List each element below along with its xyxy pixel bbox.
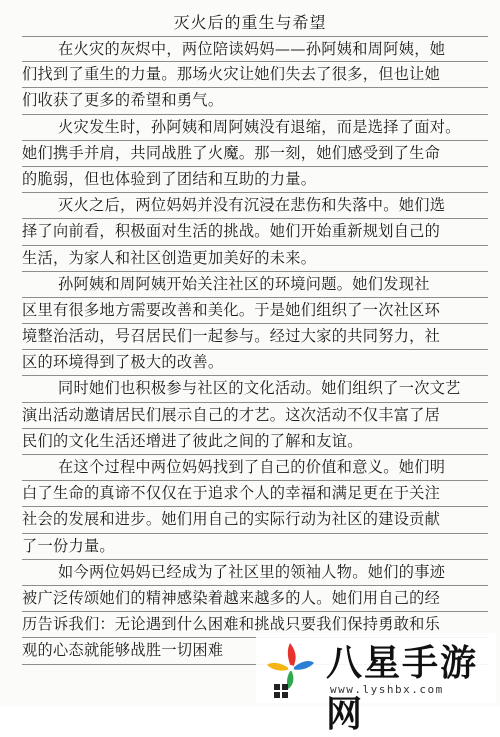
text-line: 如今两位妈妈已经成为了社区里的领袖人物。她们的事迹 [22, 560, 488, 586]
text-line: 生活，为家人和社区创造更加美好的未来。 [22, 246, 488, 272]
text-line: 了一份力量。 [22, 534, 488, 560]
text-line: 在火灾的灰烬中，两位陪读妈妈——孙阿姨和周阿姨，她 [22, 36, 488, 62]
text-line: 民们的文化生活还增进了彼此之间的了解和友谊。 [22, 429, 488, 455]
text-line: 孙阿姨和周阿姨开始关注社区的环境问题。她们发现社 [22, 272, 488, 298]
text-line: 区的环境得到了极大的改善。 [22, 350, 488, 376]
text-line: 灭火之后，两位妈妈并没有沉浸在悲伤和失落中。她们选 [22, 193, 488, 219]
text-line: 在这个过程中两位妈妈找到了自己的价值和意义。她们明 [22, 455, 488, 481]
text-line: 演出活动邀请居民们展示自己的才艺。这次活动不仅丰富了居 [22, 403, 488, 429]
text-line: 历告诉我们：无论遇到什么困难和挑战只要我们保持勇敢和乐 [22, 612, 488, 638]
text-line: 观的心态就能够战胜一切困难 [22, 638, 488, 664]
handwritten-text-body [22, 36, 488, 665]
text-line: 同时她们也积极参与社区的文化活动。她们组织了一次文艺 [22, 376, 488, 402]
page-title: 灭火后的重生与希望 [173, 13, 327, 32]
text-line: 择了向前看，积极面对生活的挑战。她们开始重新规划自己的 [22, 219, 488, 245]
colorful-leaf-logo-icon [262, 637, 318, 693]
watermark [256, 633, 496, 735]
text-line: 们收获了更多的希望和勇气。 [22, 88, 488, 114]
watermark-brand-text: 八星手游网 [326, 643, 479, 735]
text-line: 被广泛传颂她们的精神感染着越来越多的人。她们用自己的经 [22, 586, 488, 612]
text-line: 们找到了重生的力量。那场火灾让她们失去了很多，但也让她 [22, 62, 488, 88]
text-line: 火灾发生时，孙阿姨和周阿姨没有退缩，而是选择了面对。 [22, 115, 488, 141]
text-line: 白了生命的真谛不仅仅在于追求个人的幸福和满足更在于关注 [22, 481, 488, 507]
text-line: 区里有很多地方需要改善和美化。于是她们组织了一次社区环 [22, 298, 488, 324]
text-line: 她们携手并肩，共同战胜了火魔。那一刻，她们感受到了生命 [22, 141, 488, 167]
watermark-url: www.lyshbx.com [330, 683, 444, 696]
text-line: 的脆弱，但也体验到了团结和互助的力量。 [22, 167, 488, 193]
windows-logo-icon [274, 684, 288, 698]
text-line: 境整治活动，号召居民们一起参与。经过大家的共同努力，社 [22, 324, 488, 350]
text-line: 社会的发展和进步。她们用自己的实际行动为社区的建设贡献 [22, 507, 488, 533]
